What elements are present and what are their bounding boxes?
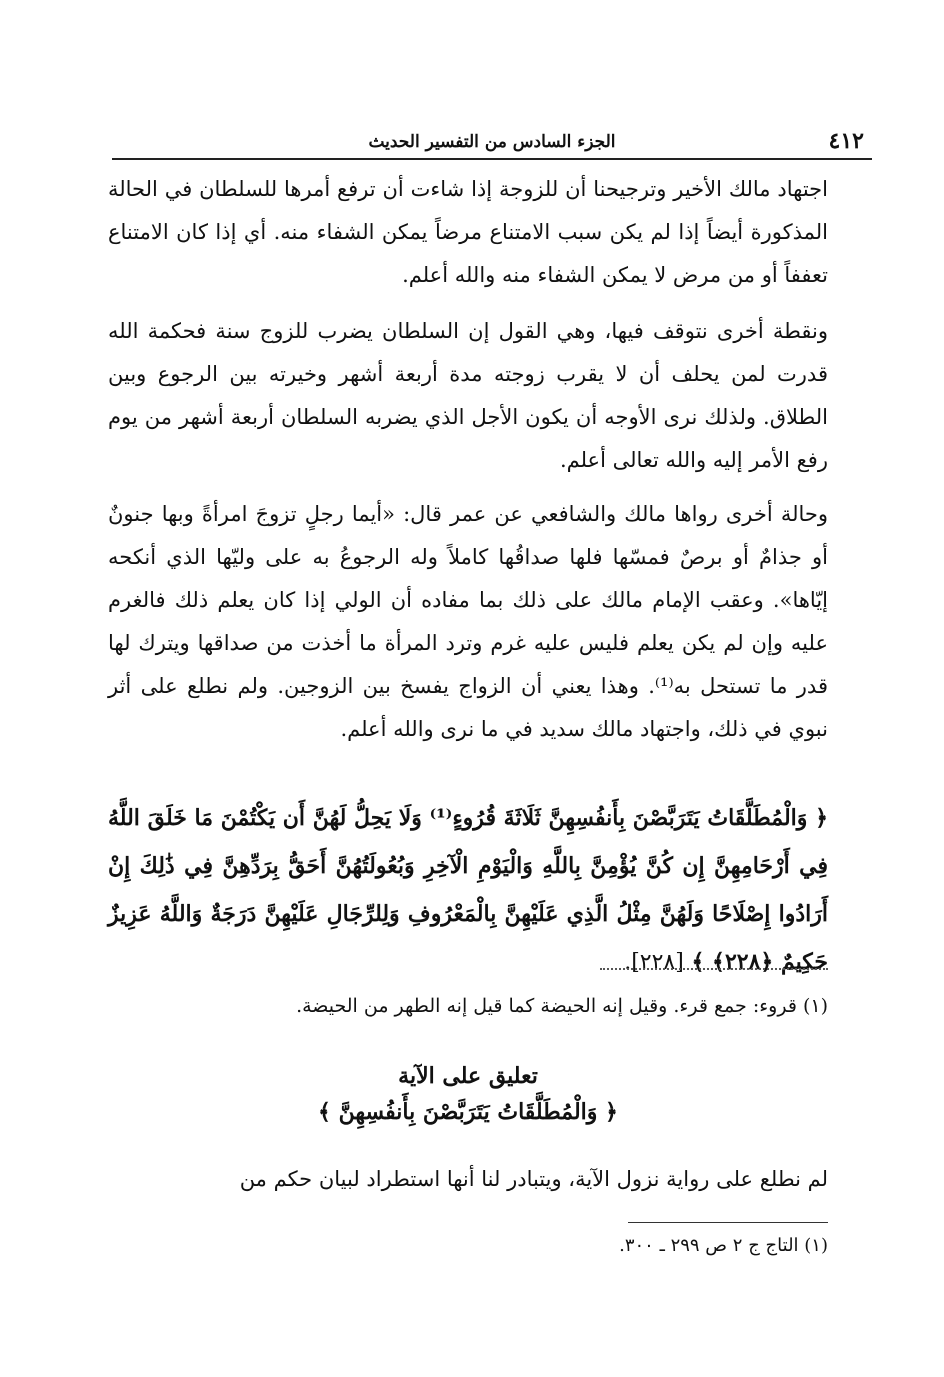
running-title: الجزء السادس من التفسير الحديث	[368, 132, 616, 152]
footnote-rule	[628, 1222, 828, 1223]
bottom-footnote: (١) التاج ج ٢ ص ٢٩٩ ـ ٣٠٠.	[619, 1235, 828, 1256]
section-title: تعليق على الآية	[398, 1063, 538, 1089]
page-header	[112, 118, 872, 160]
inline-footnote: (١) قروء: جمع قرء. وقيل إنه الحيضة كما قيل إنه الطهر من الحيضة.	[296, 995, 828, 1017]
section-verse-heading: ﴿ وَالْمُطَلَّقَاتُ يَتَرَبَّصْنَ بِأَنفُسِهِنَّ ﴾	[318, 1099, 618, 1125]
dotted-separator	[600, 968, 828, 970]
quran-verse	[108, 794, 828, 987]
page-number: ٤١٢	[828, 128, 864, 154]
paragraph-last	[108, 1158, 828, 1201]
paragraph-text: اجتهاد مالك الأخير وترجيحنا أن للزوجة إذا شاءت أن ترفع أمرها للسلطان في الحالة المذكورة أيضاً إذا لم يكن سبب الامتناع مرضاً يمكن الشفاء منه. أي إذا كان الامتناع تعففاً أو من مرض لا يمكن الشفاء منه والله أعلم.	[108, 177, 828, 287]
verse-reference: [٢٢٨].	[624, 950, 684, 975]
paragraph-2	[108, 310, 828, 482]
verse-text: ﴿ وَالْمُطَلَّقَاتُ يَتَرَبَّصْنَ بِأَنفُسِهِنَّ ثَلَاثَةَ قُرُوءٍ⁽¹⁾ وَلَا يَحِلُّ لَهُنَّ أَن يَكْتُمْنَ مَا خَلَقَ اللَّهُ فِي أَرْحَامِهِنَّ إِن كُنَّ يُؤْمِنَّ بِاللَّهِ وَالْيَوْمِ الْآخِرِ وَبُعُولَتُهُنَّ أَحَقُّ بِرَدِّهِنَّ فِي ذَٰلِكَ إِنْ أَرَادُوا إِصْلَاحًا وَلَهُنَّ مِثْلُ الَّذِي عَلَيْهِنَّ بِالْمَعْرُوفِ وَلِلرِّجَالِ عَلَيْهِنَّ دَرَجَةٌ وَاللَّهُ عَزِيزٌ حَكِيمٌ ﴿٢٢٨﴾ ﴾	[108, 805, 829, 975]
paragraph-text: ونقطة أخرى نتوقف فيها، وهي القول إن السلطان يضرب للزوج سنة فحكمة الله قدرت لمن يحلف أن لا يقرب زوجته مدة أربعة أشهر وخيرته بين الرجوع وبين الطلاق. ولذلك نرى الأوجه أن يكون الأجل الذي يضربه السلطان أربعة أشهر من يوم رفع الأمر إليه والله تعالى أعلم.	[108, 319, 828, 472]
paragraph-text: وحالة أخرى رواها مالك والشافعي عن عمر قال: «أيما رجلٍ تزوجَ امرأةً وبها جنونٌ أو جذامٌ أو برصٌ فمسّها فلها صداقُها كاملاً وله الرجوعُ به على وليّها الذي أنكحه إيّاها». وعقب الإمام مالك على ذلك بما مفاده أن الولي إذا كان يعلم ذلك فالغرم عليه وإن لم يكن يعلم فليس عليه غرم وترد المرأة ما أخذت من صداقها ويترك لها قدر ما تستحل به⁽¹⁾. وهذا يعني أن الزواج يفسخ بين الزوجين. ولم نطلع على أثر نبوي في ذلك، واجتهاد مالك سديد في ما نرى والله أعلم.	[108, 502, 828, 741]
paragraph-1	[108, 168, 828, 297]
paragraph-3	[108, 493, 828, 751]
paragraph-text: لم نطلع على رواية نزول الآية، ويتبادر لنا أنها استطراد لبيان حكم من	[239, 1167, 828, 1191]
